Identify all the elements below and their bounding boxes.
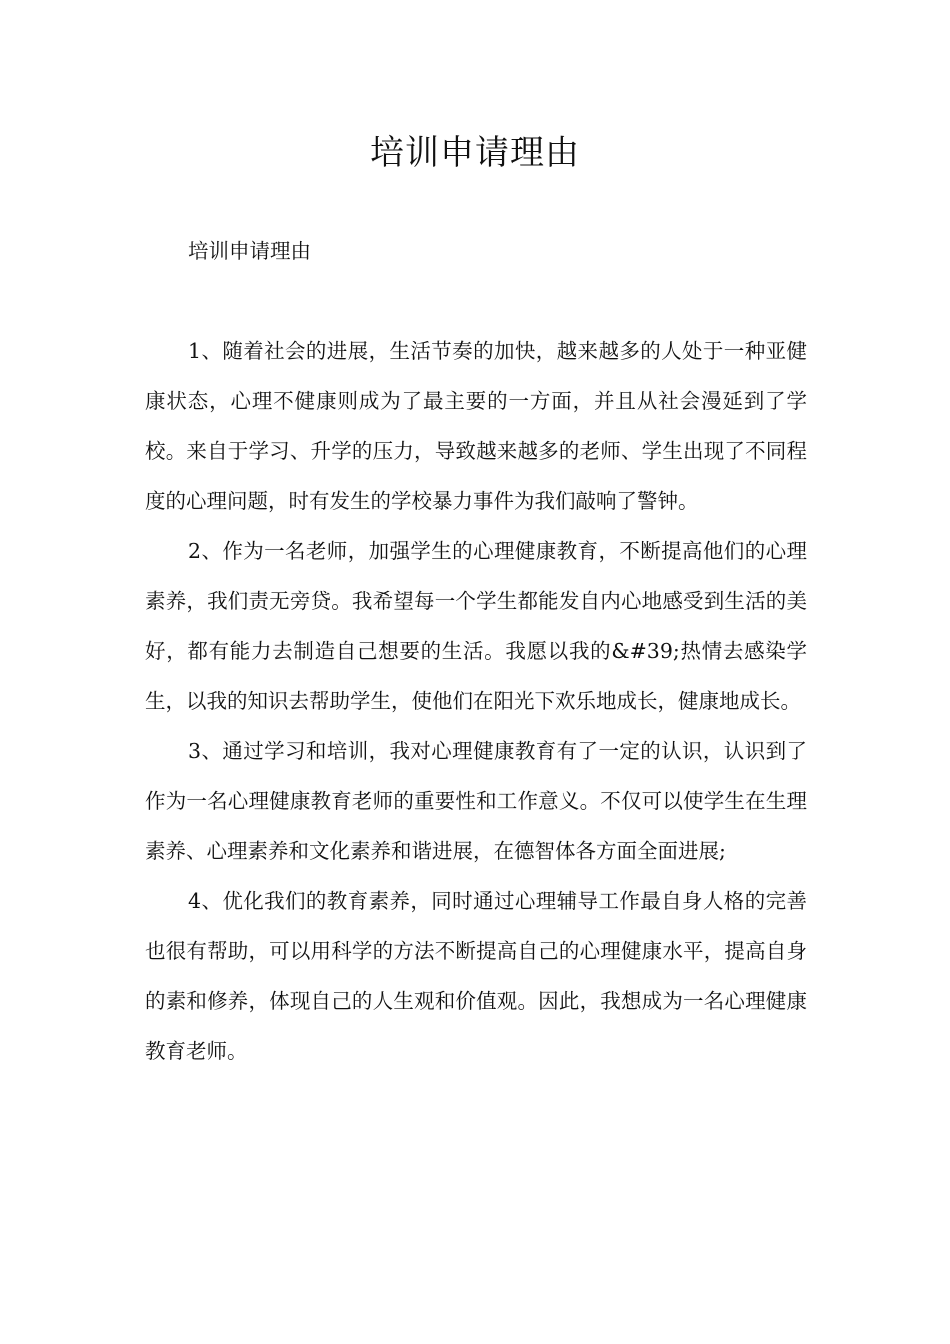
document-body — [145, 226, 807, 1076]
paragraph-1: 1、随着社会的进展，生活节奏的加快，越来越多的人处于一种亚健康状态，心理不健康则成为了最主要的一方面，并且从社会漫延到了学校。来自于学习、升学的压力，导致越来越多的老师、学生出现了不同程度的心理问题，时有发生的学校暴力事件为我们敲响了警钟。 — [145, 339, 807, 513]
paragraph-4: 4、优化我们的教育素养，同时通过心理辅导工作最自身人格的完善也很有帮助，可以用科学的方法不断提高自己的心理健康水平，提高自身的素和修养，体现自己的人生观和价值观。因此，我想成为一名心理健康教育老师。 — [145, 889, 807, 1063]
document-title: 培训申请理由 — [370, 133, 580, 173]
paragraph-2: 2、作为一名老师，加强学生的心理健康教育，不断提高他们的心理素养，我们责无旁贷。我希望每一个学生都能发自内心地感受到生活的美好，都有能力去制造自己想要的生活。我愿以我的&#39;热情去感染学生，以我的知识去帮助学生，使他们在阳光下欢乐地成长，健康地成长。 — [145, 539, 807, 713]
document-subtitle: 培训申请理由 — [188, 239, 311, 263]
paragraph-3: 3、通过学习和培训，我对心理健康教育有了一定的认识，认识到了作为一名心理健康教育老师的重要性和工作意义。不仅可以使学生在生理素养、心理素养和文化素养和谐进展，在德智体各方面全面进展; — [145, 739, 807, 863]
